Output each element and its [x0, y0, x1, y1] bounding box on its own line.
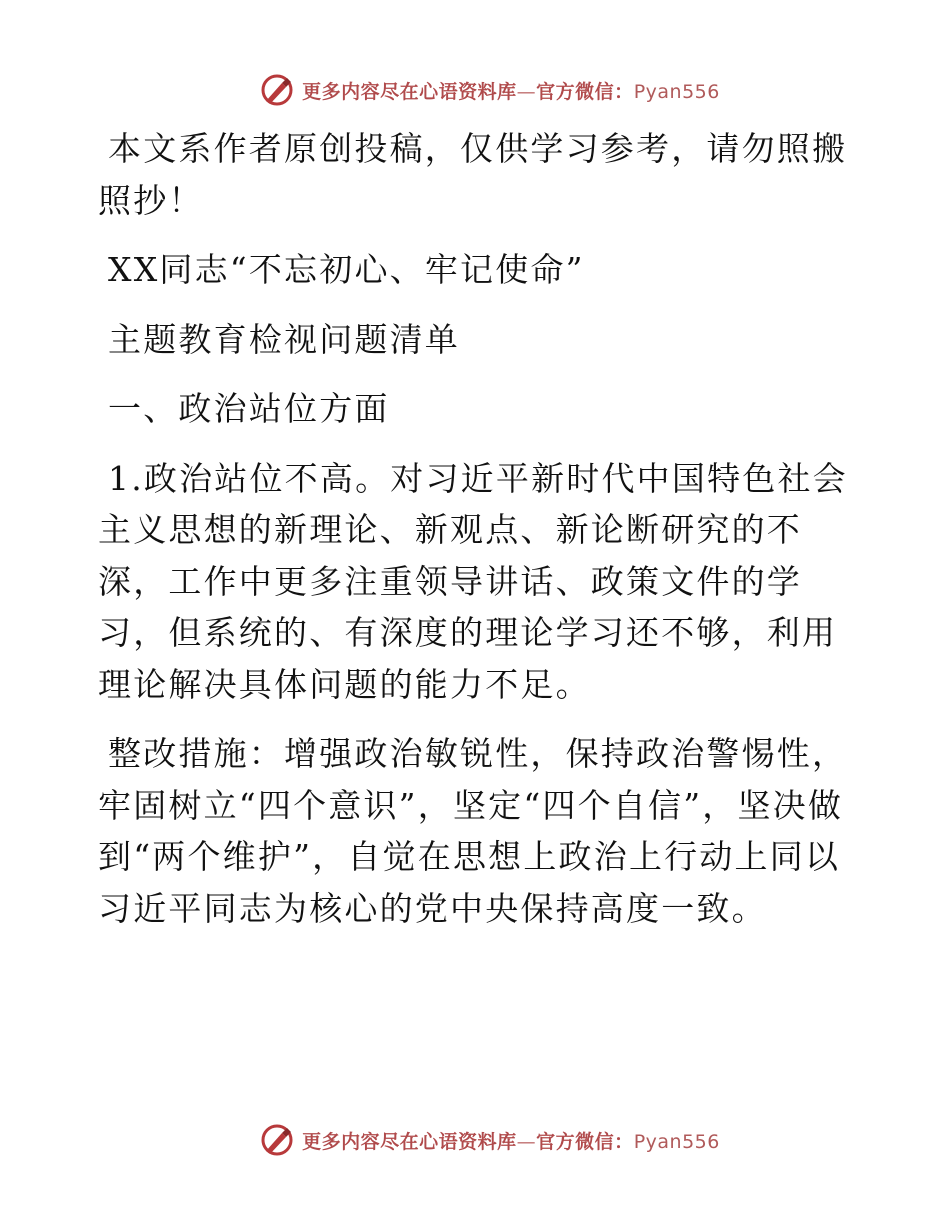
watermark-separator: — [516, 1130, 537, 1153]
watermark-group [260, 1123, 720, 1157]
watermark-separator: — [516, 80, 537, 103]
copyright-notice: 本文系作者原创投稿，仅供学习参考，请勿照搬照抄！ [98, 129, 848, 220]
watermark-text [302, 1127, 720, 1154]
watermark-site-text: 更多内容尽在心语资料库 [302, 80, 517, 103]
watermark-wechat-label: 官方微信： [536, 80, 634, 103]
rectification-measure-1: 整改措施：增强政治敏锐性，保持政治警惕性，牢固树立“四个意识”，坚定“四个自信”，坚决做到“两个维护”，自觉在思想上政治上行动上同以习近平同志为核心的党中央保持高度一致。 [98, 734, 848, 928]
watermark-wechat-label: 官方微信： [536, 1130, 634, 1153]
watermark-wechat-id: Pyan556 [633, 80, 720, 103]
section-heading: 一、政治站位方面 [108, 389, 390, 428]
footer-watermark [0, 1120, 950, 1160]
watermark-group [260, 73, 720, 107]
document-body [98, 123, 858, 934]
problem-item-1: 1.政治站位不高。对习近平新时代中国特色社会主义思想的新理论、新观点、新论断研究的不深，工作中更多注重领导讲话、政策文件的学习，但系统的、有深度的理论学习还不够，利用理论解决具体问题的能力不足。 [98, 458, 848, 704]
pen-logo-icon [260, 1123, 294, 1157]
pen-logo-icon [260, 73, 294, 107]
header-watermark [0, 70, 950, 110]
watermark-wechat-id: Pyan556 [633, 1130, 720, 1153]
watermark-site-text: 更多内容尽在心语资料库 [302, 1130, 517, 1153]
watermark-text [302, 77, 720, 104]
document-title-line-1: XX同志“不忘初心、牢记使命” [108, 250, 585, 289]
document-title-line-2: 主题教育检视问题清单 [108, 319, 460, 359]
